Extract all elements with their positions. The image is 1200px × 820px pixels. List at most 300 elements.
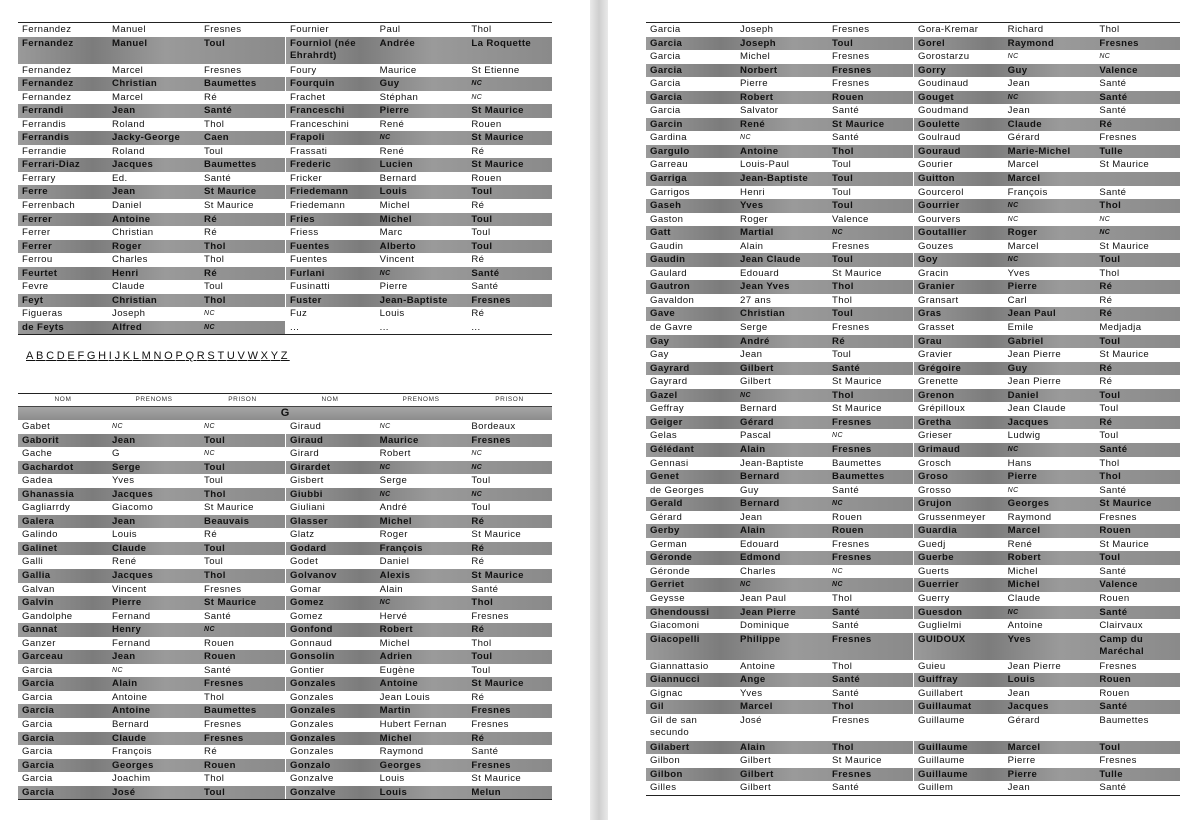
firstname-cell: Pierre (379, 105, 410, 117)
row-right-entry (285, 732, 552, 746)
surname-cell: Gourier (918, 159, 953, 171)
surname-cell: Goutallier (918, 227, 967, 239)
alphabet-link-k[interactable]: K (122, 350, 133, 362)
firstname-cell: Louis (379, 773, 405, 785)
row-left-entry (646, 606, 913, 620)
row-right-entry (285, 23, 552, 37)
prison-cell: Fresnes (471, 705, 511, 717)
firstname-cell: NC (740, 134, 751, 142)
surname-cell: Gélédant (650, 443, 695, 455)
row-right-entry (913, 741, 1180, 755)
alphabet-link-i[interactable]: I (108, 350, 115, 362)
firstname-cell: Marcel (1007, 525, 1041, 537)
prison-cell: Toul (1099, 741, 1121, 753)
table-row (18, 569, 552, 583)
table-row (646, 348, 1180, 362)
alphabet-link-q[interactable]: Q (185, 350, 197, 362)
prison-cell: Ré (471, 556, 485, 568)
surname-cell: de Gavre (650, 322, 693, 334)
surname-cell: Franceschi (290, 105, 345, 117)
surname-cell: Gazel (650, 389, 678, 401)
surname-cell: Gaston (650, 213, 684, 225)
table-row (18, 23, 552, 37)
surname-cell: Garcia (22, 719, 53, 731)
alphabet-link-s[interactable]: S (207, 350, 217, 362)
firstname-cell: Norbert (740, 64, 778, 76)
firstname-cell: Alfred (112, 321, 143, 333)
prison-cell: Fresnes (471, 434, 511, 446)
prison-cell: NC (832, 581, 843, 589)
table-row (18, 623, 552, 637)
prison-cell: Toul (832, 254, 854, 266)
header-prison: PRISON (495, 396, 524, 403)
prison-cell: Ré (471, 254, 485, 266)
row-left-entry (18, 172, 285, 186)
surname-cell: Gil de san secundo (650, 714, 698, 738)
prison-cell: Toul (471, 213, 493, 225)
right-page (608, 0, 1200, 820)
firstname-cell: Gilbert (740, 755, 772, 767)
row-right-entry (913, 64, 1180, 78)
table-row (646, 673, 1180, 687)
row-left-entry (646, 240, 913, 254)
firstname-cell: François (379, 542, 423, 554)
surname-cell: Girardet (290, 461, 331, 473)
prison-cell (1095, 172, 1180, 186)
alphabet-link-l[interactable]: L (132, 350, 142, 362)
firstname-cell: Jean Pierre (1007, 660, 1062, 672)
row-left-entry (646, 253, 913, 267)
surname-cell: Gaseh (650, 200, 682, 212)
prison-cell: Thol (204, 691, 225, 703)
row-left-entry (646, 484, 913, 498)
prison-cell: Toul (204, 475, 224, 487)
prison-cell: Thol (1099, 200, 1122, 212)
row-left-entry (18, 77, 285, 91)
table-row (18, 172, 552, 186)
prison-cell: NC (471, 93, 483, 101)
firstname-cell: Andrée (379, 37, 416, 49)
row-right-entry (285, 294, 552, 308)
surname-cell: Ferrandis (22, 132, 70, 144)
firstname-cell: Antoine (112, 705, 151, 717)
prison-cell: St Maurice (471, 773, 522, 785)
surname-cell: Gerby (650, 525, 680, 537)
surname-cell: Gaudin (650, 254, 686, 266)
surname-cell: Ferrandis (22, 118, 67, 130)
surname-cell: Fernandez (22, 64, 72, 76)
row-right-entry (285, 267, 552, 281)
prison-cell: NC (1099, 215, 1111, 223)
alphabet-link-y[interactable]: Y (270, 350, 281, 362)
alphabet-link-h[interactable]: H (98, 350, 109, 362)
firstname-cell: Michel (379, 515, 412, 527)
table-row (646, 267, 1180, 281)
alphabet-link-d[interactable]: D (56, 350, 67, 362)
table-row (646, 145, 1180, 159)
row-left-entry (646, 768, 913, 782)
row-right-entry (913, 511, 1180, 525)
row-left-entry (646, 551, 913, 565)
surname-cell: Friedemann (290, 186, 349, 198)
row-left-entry (18, 474, 285, 488)
firstname-cell: Pierre (1007, 281, 1038, 293)
prison-cell: Santé (204, 172, 232, 184)
prison-cell: Fresnes (832, 538, 870, 550)
table-row (646, 578, 1180, 592)
row-right-entry (913, 619, 1180, 633)
prison-cell: Santé (204, 664, 232, 676)
surname-cell: Géronde (650, 565, 691, 577)
alphabet-link-w[interactable]: W (247, 350, 261, 362)
surname-cell: Gil (650, 701, 664, 713)
row-left-entry (646, 592, 913, 606)
row-left-entry (646, 714, 913, 741)
prison-cell: Toul (471, 186, 493, 198)
surname-cell: Glatz (290, 529, 315, 541)
row-right-entry (913, 91, 1180, 105)
table-row (18, 118, 552, 132)
prison-cell: Bordeaux (471, 421, 516, 432)
alphabet-link-n[interactable]: N (153, 350, 164, 362)
table-row (646, 633, 1180, 660)
surname-cell: Godet (290, 556, 319, 568)
surname-cell: Ferrer (22, 227, 51, 239)
firstname-cell: Michel (379, 637, 410, 649)
alphabet-link-p[interactable]: P (175, 350, 185, 362)
table-row (18, 37, 552, 64)
prison-cell: Santé (832, 606, 861, 618)
surname-cell: Genet (650, 471, 680, 483)
firstname-cell: Pierre (379, 281, 408, 293)
prison-cell: Toul (1099, 552, 1121, 564)
firstname-cell: Jean (112, 515, 136, 527)
table-row (18, 64, 552, 78)
prison-cell: Rouen (204, 759, 236, 771)
firstname-cell: Daniel (112, 200, 142, 212)
surname-cell: Garcia (22, 732, 55, 744)
surname-cell: Garcia (22, 773, 53, 785)
table-row (646, 660, 1180, 674)
firstname-cell: Alain (740, 525, 766, 537)
prison-cell: Rouen (1099, 674, 1132, 686)
alphabet-link-j[interactable]: J (114, 350, 123, 362)
prison-cell: Ré (471, 308, 485, 320)
row-right-entry (913, 416, 1180, 430)
table-row (18, 691, 552, 705)
row-left-entry (646, 267, 913, 281)
prison-cell: Santé (471, 267, 500, 279)
firstname-cell: NC (740, 581, 751, 589)
prison-cell: Valence (1099, 579, 1138, 591)
table-row (646, 389, 1180, 403)
surname-cell: Giacopelli (650, 633, 700, 645)
row-right-entry (913, 348, 1180, 362)
surname-cell: Fourquin (290, 78, 335, 90)
firstname-cell: Jean (740, 349, 763, 361)
row-right-entry (285, 420, 552, 434)
surname-cell: Gonzalve (290, 773, 334, 785)
prison-cell: Rouen (832, 91, 864, 103)
surname-cell: Figueras (22, 308, 63, 320)
row-left-entry (18, 280, 285, 294)
table-row (18, 145, 552, 159)
firstname-cell: Louis (379, 786, 408, 798)
surname-cell: Guitton (918, 173, 955, 185)
row-right-entry (913, 429, 1180, 443)
firstname-cell: Louis (379, 308, 405, 320)
prison-cell: NC (471, 450, 483, 458)
row-left-entry (646, 443, 913, 457)
firstname-cell: Marcel (1007, 741, 1041, 753)
row-left-entry (646, 565, 913, 579)
prison-cell: Valence (1099, 64, 1138, 76)
prison-cell: Fresnes (1099, 511, 1137, 523)
row-left-entry (646, 538, 913, 552)
firstname-cell: Roger (379, 529, 408, 541)
row-right-entry (285, 226, 552, 240)
alphabet-link-e[interactable]: E (67, 350, 77, 362)
prison-cell: Fresnes (832, 552, 872, 564)
row-left-entry (646, 348, 913, 362)
firstname-cell: NC (1007, 256, 1019, 264)
firstname-cell: Edmond (740, 552, 781, 564)
surname-cell: Garreau (650, 159, 688, 171)
alphabet-link-u[interactable]: U (226, 350, 238, 362)
prison-cell: Fresnes (832, 768, 872, 780)
surname-cell: Granier (918, 281, 955, 293)
surname-cell: Gonzalve (290, 786, 336, 798)
firstname-cell: Guy (379, 78, 400, 90)
alphabet-link-a[interactable]: A (26, 350, 36, 362)
surname-cell: Ferre (22, 186, 48, 198)
surname-cell: Galinet (22, 542, 58, 554)
prison-cell: NC (832, 432, 843, 440)
prison-cell: Baumettes (204, 78, 257, 90)
row-left-entry (18, 555, 285, 569)
surname-cell: Garcin (650, 118, 683, 130)
surname-cell: Galvan (22, 583, 55, 595)
firstname-cell: Pierre (112, 597, 142, 609)
firstname-cell: NC (1007, 608, 1019, 616)
firstname-cell: Gilbert (740, 768, 774, 780)
prison-cell: Ré (204, 529, 218, 541)
alphabet-link-t[interactable]: T (217, 350, 227, 362)
row-right-entry (913, 321, 1180, 335)
firstname-cell: Henry (112, 624, 142, 636)
alphabet-link-f[interactable]: F (77, 350, 87, 362)
alphabet-link-r[interactable]: R (196, 350, 207, 362)
row-right-entry (285, 488, 552, 502)
row-left-entry (646, 389, 913, 403)
surname-cell: Gandolphe (22, 610, 73, 622)
table-row (646, 131, 1180, 145)
row-right-entry (913, 172, 1180, 186)
firstname-cell: Ed. (112, 172, 128, 184)
prison-cell: Clairvaux (1099, 620, 1143, 632)
surname-cell: Gora-Kremar (918, 24, 979, 35)
row-left-entry (646, 402, 913, 416)
row-right-entry (913, 267, 1180, 281)
row-left-entry (18, 623, 285, 637)
firstname-cell: Raymond (1007, 37, 1055, 49)
firstname-cell: Joseph (112, 308, 146, 320)
row-right-entry (913, 23, 1180, 37)
surname-cell: Guglielmi (918, 620, 962, 632)
prison-cell: Thol (832, 592, 853, 604)
row-left-entry (646, 226, 913, 240)
row-left-entry (18, 488, 285, 502)
prison-cell: Thol (832, 660, 853, 672)
alphabet-link-x[interactable]: X (260, 350, 271, 362)
surname-cell: Gretha (918, 416, 952, 428)
row-left-entry (646, 470, 913, 484)
row-left-entry (646, 321, 913, 335)
prison-cell: Thol (471, 637, 492, 649)
surname-cell: Gelas (650, 430, 678, 442)
prison-cell: Fresnes (471, 719, 509, 731)
prison-cell: Santé (1099, 78, 1127, 90)
alphabet-link-m[interactable]: M (141, 350, 154, 362)
alphabet-link-v[interactable]: V (237, 350, 248, 362)
firstname-cell: Fernand (112, 610, 151, 622)
prison-cell: Fresnes (204, 24, 242, 35)
surname-cell: Garcia (650, 51, 681, 63)
firstname-cell: Henri (740, 186, 765, 198)
prison-cell: Ré (1099, 376, 1113, 388)
surname-cell: Gennasi (650, 457, 689, 469)
row-right-entry (913, 402, 1180, 416)
row-left-entry (646, 362, 913, 376)
surname-cell: Guesdon (918, 606, 963, 618)
prison-cell: Ré (204, 227, 218, 239)
row-left-entry (18, 294, 285, 308)
prison-cell: Beauvais (204, 515, 250, 527)
table-row (18, 745, 552, 759)
row-right-entry (913, 186, 1180, 200)
prison-cell: Ré (471, 691, 485, 703)
prison-cell: Santé (1099, 484, 1127, 496)
firstname-cell: Daniel (379, 556, 410, 568)
table-row (646, 484, 1180, 498)
surname-cell: Giacomoni (650, 620, 700, 632)
surname-cell: Fourniol (née Ehrahrdt) (290, 37, 356, 61)
row-left-entry (646, 280, 913, 294)
prison-cell: Ré (204, 746, 218, 758)
prison-cell: Santé (832, 782, 860, 794)
prison-cell: St Maurice (832, 403, 882, 415)
table-row (18, 759, 552, 773)
prison-cell: St Maurice (471, 529, 522, 541)
firstname-cell: Michel (740, 51, 771, 63)
alphabet-link-o[interactable]: O (164, 350, 175, 362)
surname-cell: Goudmand (918, 105, 969, 117)
table-row (18, 637, 552, 651)
row-left-entry (18, 515, 285, 529)
surname-cell: Garcia (22, 691, 53, 703)
surname-cell: Fournier (290, 24, 329, 35)
prison-cell: NC (471, 80, 483, 88)
row-right-entry (913, 633, 1180, 660)
surname-cell: Guillabert (918, 687, 964, 699)
surname-cell: Fernandez (22, 37, 74, 49)
row-right-entry (913, 158, 1180, 172)
firstname-cell: Claude (1007, 592, 1041, 604)
firstname-cell: Jacques (112, 488, 154, 500)
row-left-entry (18, 786, 285, 800)
firstname-cell: Jean Pierre (740, 606, 797, 618)
firstname-cell: Joseph (740, 37, 776, 49)
surname-cell: Fuz (290, 308, 308, 320)
table-row (646, 687, 1180, 701)
firstname-cell: Alain (112, 678, 138, 690)
firstname-cell: Antoine (1007, 620, 1043, 632)
firstname-cell: Serge (379, 475, 408, 487)
row-left-entry (646, 660, 913, 674)
prison-cell: Fresnes (832, 64, 872, 76)
surname-cell: Ferrary (22, 172, 56, 184)
prison-cell: Fresnes (832, 51, 870, 63)
firstname-cell: Marcel (112, 64, 144, 76)
surname-cell: Glasser (290, 515, 329, 527)
firstname-cell: Alain (740, 741, 766, 753)
firstname-cell: Yves (740, 200, 764, 212)
surname-cell: Gabet (22, 421, 51, 432)
firstname-cell: Jean Claude (1007, 403, 1066, 415)
alphabet-link-c[interactable]: C (46, 350, 57, 362)
table-row (18, 786, 552, 800)
prison-cell: St Etienne (471, 64, 520, 76)
surname-cell: Grujon (918, 498, 952, 510)
firstname-cell: René (379, 118, 405, 130)
firstname-cell: Robert (379, 448, 411, 460)
firstname-cell: Pierre (1007, 471, 1038, 483)
prison-cell: NC (204, 310, 215, 318)
row-right-entry (913, 606, 1180, 620)
table-row (18, 650, 552, 664)
surname-cell: Gras (918, 308, 942, 320)
row-right-entry (913, 104, 1180, 118)
surname-cell: Fricker (290, 172, 323, 184)
row-right-entry (913, 443, 1180, 457)
firstname-cell: Michel (1007, 579, 1040, 591)
row-left-entry (18, 307, 285, 321)
surname-cell: Fries (290, 213, 315, 225)
prison-cell: St Maurice (1099, 349, 1150, 361)
surname-cell: Gilles (650, 782, 677, 794)
surname-cell: Ferrari-Diaz (22, 159, 81, 171)
prison-cell: St Maurice (832, 118, 885, 130)
alphabet-link-b[interactable]: B (36, 350, 46, 362)
row-right-entry (913, 375, 1180, 389)
prison-cell: Toul (1099, 389, 1121, 401)
row-right-entry (285, 307, 552, 321)
firstname-cell: Jean (1007, 782, 1031, 794)
row-right-entry (285, 650, 552, 664)
firstname-cell: Yves (1007, 633, 1032, 645)
alphabet-link-z[interactable]: Z (280, 350, 290, 362)
alphabet-link-g[interactable]: G (86, 350, 98, 362)
surname-cell: Gourrier (918, 200, 960, 212)
row-left-entry (18, 64, 285, 78)
row-right-entry (913, 470, 1180, 484)
prison-cell: NC (832, 229, 843, 237)
row-right-entry (285, 447, 552, 461)
row-right-entry (285, 253, 552, 267)
prison-cell: Ré (471, 515, 485, 527)
firstname-cell: NC (379, 134, 391, 142)
firstname-cell: G (112, 448, 120, 460)
